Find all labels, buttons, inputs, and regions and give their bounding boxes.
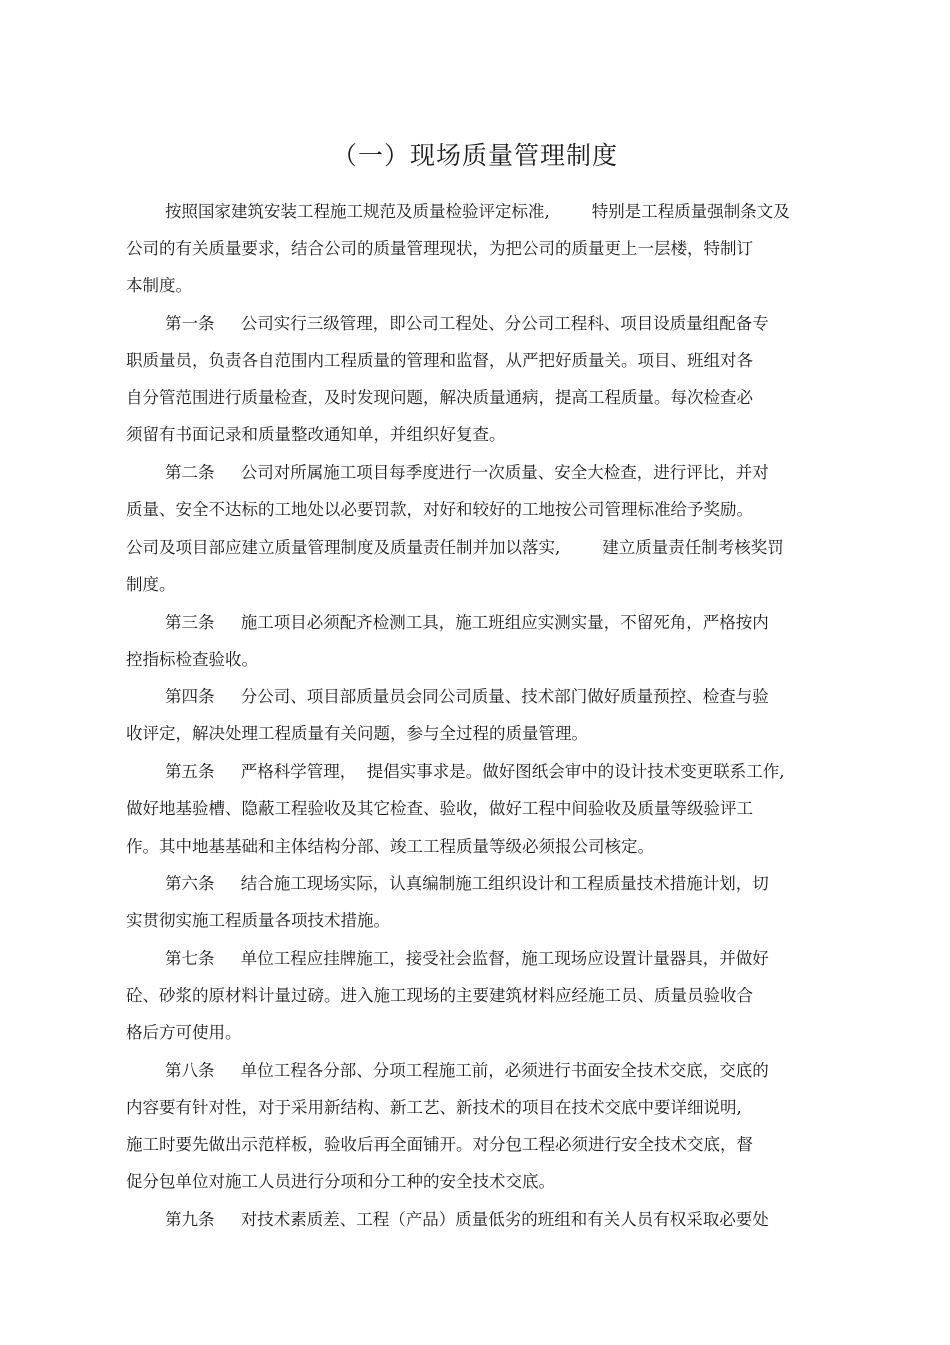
paragraph-line: 第七条 单位工程应挂牌施工，接受社会监督，施工现场应设置计量器具，并做好: [165, 949, 769, 968]
paragraph-line: 自分管范围进行质量检查，及时发现问题，解决质量通病，提高工程质量。每次检查必: [126, 388, 753, 407]
paragraph-line: 做好地基验槽、隐蔽工程验收及其它检查、验收，做好工程中间验收及质量等级验评工: [126, 799, 753, 818]
document-title: （一）现场质量管理制度: [331, 141, 618, 170]
paragraph-line: 须留有书面记录和质量整改通知单，并组织好复查。: [126, 425, 506, 444]
paragraph-line: 第一条 公司实行三级管理，即公司工程处、分公司工程科、项目设质量组配备专: [165, 314, 769, 333]
paragraph-line: 质量、安全不达标的工地处以必要罚款，对好和较好的工地按公司管理标准给予奖励。: [126, 500, 753, 519]
paragraph-line: 第九条 对技术素质差、工程（产品）质量低劣的班组和有关人员有权采取必要处: [165, 1210, 769, 1229]
paragraph-line: 第六条 结合施工现场实际，认真编制施工组织设计和工程质量技术措施计划，切: [165, 874, 769, 893]
paragraph-line: 制度。: [126, 575, 176, 594]
paragraph-line: 公司及项目部应建立质量管理制度及质量责任制并加以落实, 建立质量责任制考核奖罚: [126, 538, 784, 557]
paragraph-line: 本制度。: [126, 276, 192, 295]
paragraph-line: 第三条 施工项目必须配齐检测工具，施工班组应实测实量，不留死角，严格按内: [165, 613, 769, 632]
paragraph-line: 内容要有针对性，对于采用新结构、新工艺、新技术的项目在技术交底中要详细说明,: [126, 1098, 742, 1117]
paragraph-line: 控指标检查验收。: [126, 650, 258, 669]
paragraph-line: 砼、砂浆的原材料计量过磅。进入施工现场的主要建筑材料应经施工员、质量员验收合: [126, 986, 753, 1005]
paragraph-line: 公司的有关质量要求，结合公司的质量管理现状，为把公司的质量更上一层楼，特制订: [126, 239, 753, 258]
paragraph-line: 职质量员，负责各自范围内工程质量的管理和监督，从严把好质量关。项目、班组对各: [126, 351, 753, 370]
paragraph-line: 第四条 分公司、项目部质量员会同公司质量、技术部门做好质量预控、检查与验: [165, 687, 769, 706]
paragraph-line: 第八条 单位工程各分部、分项工程施工前，必须进行书面安全技术交底，交底的: [165, 1061, 769, 1080]
paragraph-line: 格后方可使用。: [126, 1023, 242, 1042]
paragraph-line: 收评定，解决处理工程质量有关问题，参与全过程的质量管理。: [126, 724, 588, 743]
paragraph-line: 施工时要先做出示范样板，验收后再全面铺开。对分包工程必须进行安全技术交底，督: [126, 1135, 753, 1154]
paragraph-line: 第二条 公司对所属施工项目每季度进行一次质量、安全大检查，进行评比，并对: [165, 463, 769, 482]
paragraph-line: 第五条 严格科学管理， 提倡实事求是。做好图纸会审中的设计技术变更联系工作,: [165, 762, 785, 781]
paragraph-line: 促分包单位对施工人员进行分项和分工种的安全技术交底。: [126, 1172, 555, 1191]
paragraph-line: 作。其中地基基础和主体结构分部、竣工工程质量等级必须报公司核定。: [126, 837, 654, 856]
paragraph-line: 实贯彻实施工程质量各项技术措施。: [126, 911, 390, 930]
paragraph-line: 按照国家建筑安装工程施工规范及质量检验评定标准, 特别是工程质量强制条文及: [165, 202, 790, 221]
